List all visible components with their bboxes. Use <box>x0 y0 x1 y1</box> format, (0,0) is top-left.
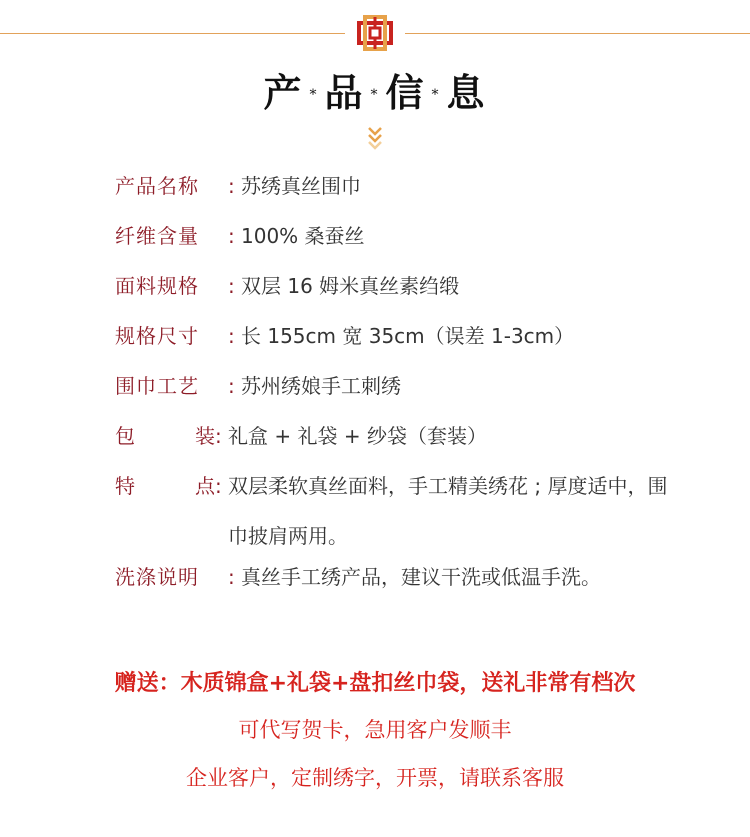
title-char: 品 <box>324 70 365 115</box>
spec-colon: : <box>228 224 235 248</box>
spec-label-char: 包 <box>115 424 135 448</box>
spec-row-fabric <box>115 270 675 320</box>
spec-value: 双层 16 姆米真丝素绉缎 <box>241 274 460 298</box>
spec-label: 产品名称 <box>115 174 199 198</box>
promo-enterprise-text: 企业客户，定制绣字，开票，请联系客服 <box>186 766 564 790</box>
spec-value: 真丝手工绣产品，建议干洗或低温手洗。 <box>241 565 601 589</box>
spec-row-size <box>115 320 675 370</box>
spec-row-features <box>115 461 675 561</box>
title-star: * <box>370 86 380 103</box>
divider-right <box>405 33 750 34</box>
spec-colon: : <box>228 324 235 348</box>
spec-colon: : <box>215 424 222 448</box>
spec-list <box>115 170 675 611</box>
divider-left <box>0 33 345 34</box>
spec-label: 规格尺寸 <box>115 324 199 348</box>
spec-label: 纤维含量 <box>115 224 199 248</box>
promo-gift-text: 赠送：木质锦盒+礼袋+盘扣丝巾袋，送礼非常有档次 <box>114 671 636 696</box>
spec-row-product-name <box>115 170 675 220</box>
title-char: 息 <box>446 70 487 115</box>
spec-value: 礼盒 + 礼袋 + 纱袋（套装） <box>228 424 487 448</box>
section-header <box>0 0 750 160</box>
spec-label: 面料规格 <box>115 274 199 298</box>
spec-label-char: 装 <box>195 424 215 448</box>
spec-value: 苏绣真丝围巾 <box>241 174 361 198</box>
spec-row-craft <box>115 370 675 420</box>
spec-row-washing <box>115 561 675 611</box>
chinese-knot-icon <box>356 14 394 52</box>
promo-card-text: 可代写贺卡，急用客户发顺丰 <box>238 718 512 742</box>
spec-label: 洗涤说明 <box>115 565 199 589</box>
spec-value: 苏州绣娘手工刺绣 <box>241 374 401 398</box>
spec-colon: : <box>215 474 222 498</box>
double-chevron-down-icon <box>366 125 384 151</box>
spec-colon: : <box>228 565 235 589</box>
spec-colon: : <box>228 174 235 198</box>
spec-label <box>115 420 215 452</box>
spec-row-fiber <box>115 220 675 270</box>
spec-label-char: 点 <box>195 474 215 498</box>
title-star: * <box>431 86 441 103</box>
spec-colon: : <box>228 274 235 298</box>
spec-label-char: 特 <box>115 474 135 498</box>
spec-value: 双层柔软真丝面料，手工精美绣花 ; 厚度适中，围巾披肩两用。 <box>228 474 668 548</box>
title-char: 信 <box>385 70 426 115</box>
title-star: * <box>309 86 319 103</box>
spec-value: 长 155cm 宽 35cm（误差 1-3cm） <box>241 324 575 348</box>
title-char: 产 <box>263 70 304 115</box>
spec-value: 100% 桑蚕丝 <box>241 224 365 248</box>
page-title <box>0 62 750 117</box>
spec-colon: : <box>228 374 235 398</box>
spec-label <box>115 461 215 511</box>
spec-label: 围巾工艺 <box>115 374 199 398</box>
